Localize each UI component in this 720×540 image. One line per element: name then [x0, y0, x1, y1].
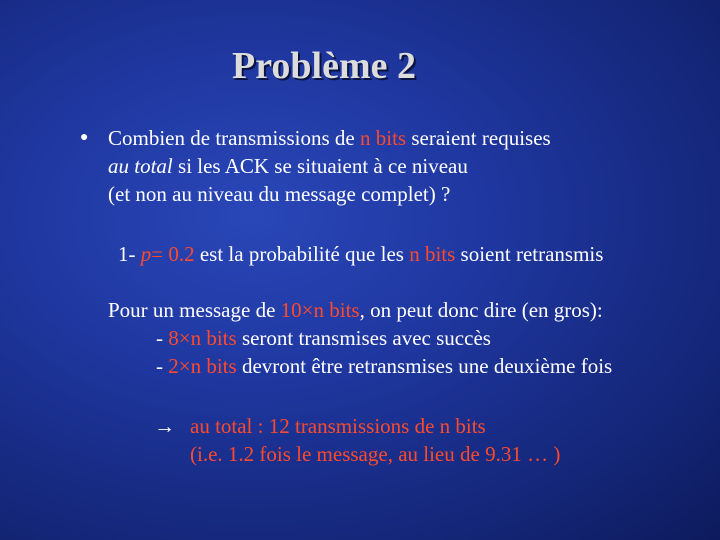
n-bits-highlight: n bits	[409, 242, 456, 266]
ten-n-bits-highlight: 10×n bits	[280, 298, 360, 322]
question-line-1	[108, 124, 551, 152]
question-line-2	[80, 152, 551, 180]
n-bits-highlight: n bits	[359, 126, 407, 150]
explanation-paragraph	[108, 296, 612, 380]
result-line-1: au total : 12 transmissions de n bits	[190, 414, 486, 438]
result-line-2: (i.e. 1.2 fois le message, au lieu de 9.31 … )	[190, 442, 561, 466]
au-total-italic: au total	[108, 154, 173, 178]
two-n-bits-highlight: 2×n bits	[168, 354, 237, 378]
result-block	[154, 412, 560, 468]
question-text: Combien de transmissions de	[108, 126, 360, 150]
probability-value: 0.2	[168, 242, 195, 266]
explanation-item-1	[108, 324, 612, 352]
para-text: , on peut donc dire (en gros):	[359, 298, 603, 322]
eight-n-bits-highlight: 8×n bits	[168, 326, 237, 350]
equals-sign: =	[151, 242, 169, 266]
slide-title: Problème 2	[232, 45, 416, 87]
bullet-row	[80, 124, 551, 152]
explanation-item-2	[108, 352, 612, 380]
prob-text: soient retransmis	[455, 242, 604, 266]
dash: -	[156, 326, 169, 350]
para-text: seront transmises avec succès	[236, 326, 491, 350]
para-text: Pour un message de	[108, 298, 281, 322]
question-text: si les ACK se situaient à ce niveau	[172, 154, 468, 178]
explanation-line-1	[108, 296, 612, 324]
bullet-point-icon: ●	[80, 130, 89, 145]
question-text: seraient requises	[406, 126, 551, 150]
prob-text: est la probabilité que les	[194, 242, 410, 266]
dash: -	[156, 354, 169, 378]
probability-line	[118, 240, 603, 268]
right-arrow-icon: →	[154, 414, 175, 438]
question-bullet	[80, 124, 551, 208]
result-row	[154, 412, 560, 440]
para-text: devront être retransmises une deuxième fois	[236, 354, 613, 378]
p-variable: p	[140, 242, 152, 266]
question-line-3: (et non au niveau du message complet) ?	[108, 182, 451, 206]
prob-text: 1-	[118, 242, 141, 266]
